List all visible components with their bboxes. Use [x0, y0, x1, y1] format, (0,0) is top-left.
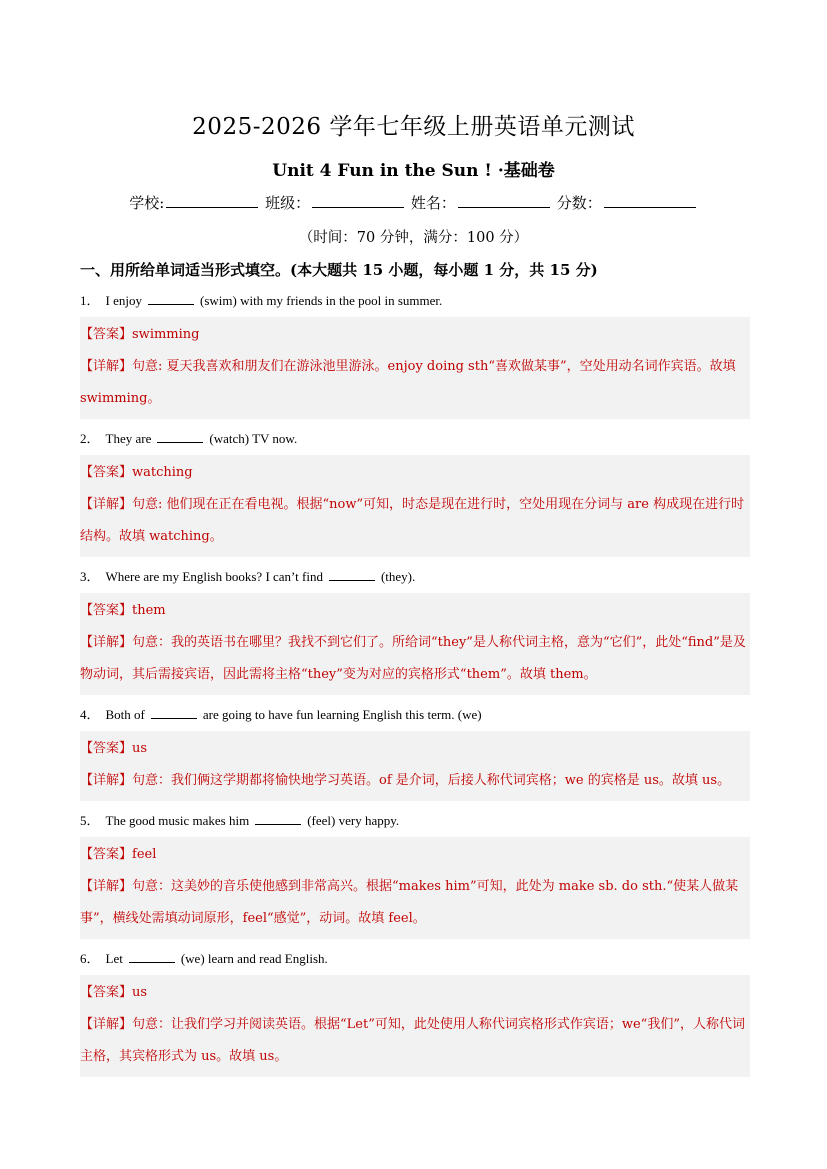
- answer-tag: 【答案】: [80, 741, 133, 756]
- answer-blank: [129, 949, 175, 963]
- question-number: 4．: [80, 707, 100, 722]
- question-text-after: (they).: [380, 569, 416, 584]
- name-label: 姓名：: [410, 194, 456, 212]
- answer-value: feel: [132, 847, 157, 862]
- answer-blank: [329, 567, 375, 581]
- answer-row: [80, 595, 750, 627]
- question-number: 3．: [80, 569, 100, 584]
- question-text-after: (watch) TV now.: [209, 431, 298, 446]
- school-label: 学校:: [129, 194, 165, 212]
- answer-row: [80, 457, 750, 489]
- answer-explanation-box: [80, 593, 750, 695]
- student-info-line: [0, 192, 827, 213]
- answer-value: watching: [132, 465, 193, 480]
- score-label: 分数：: [556, 194, 602, 212]
- answer-blank: [151, 705, 197, 719]
- question-number: 1．: [80, 293, 100, 308]
- answer-value: us: [132, 985, 148, 1000]
- class-blank: [312, 193, 404, 208]
- answer-tag: 【答案】: [80, 985, 133, 1000]
- question-text-after: are going to have fun learning English this term. (we): [202, 707, 482, 722]
- answer-value: them: [132, 603, 166, 618]
- question-line: [80, 811, 750, 831]
- explanation-row: [80, 765, 750, 797]
- question-number: 6．: [80, 951, 100, 966]
- school-blank: [166, 193, 258, 208]
- explanation-text: 句意：这美妙的音乐使他感到非常高兴。根据“makes him”可知，此处为 make sb. do sth.“使某人做某事”，横线处需填动词原形，feel“感觉”，动词。故填 feel。: [80, 879, 739, 926]
- answer-row: [80, 733, 750, 765]
- explanation-text: 句意：我们俩这学期都将愉快地学习英语。of 是介词，后接人称代词宾格；we 的宾格是 us。故填 us。: [132, 773, 731, 788]
- answer-explanation-box: [80, 317, 750, 419]
- question-text-before: The good music makes him: [105, 813, 250, 828]
- question-number: 5．: [80, 813, 100, 828]
- explanation-row: [80, 489, 750, 553]
- answer-row: [80, 839, 750, 871]
- question-line: [80, 429, 750, 449]
- explanation-row: [80, 627, 750, 691]
- answer-blank: [148, 291, 194, 305]
- answer-value: swimming: [132, 327, 200, 342]
- answer-explanation-box: [80, 731, 750, 801]
- question-list: [80, 291, 750, 1087]
- explanation-row: [80, 1009, 750, 1073]
- explanation-text: 句意：我的英语书在哪里？我找不到它们了。所给词“they”是人称代词主格，意为“它们”，此处“find”是及物动词，其后需接宾语，因此需将主格“they”变为对应的宾格形式“them”。故填 them。: [80, 635, 746, 682]
- answer-tag: 【答案】: [80, 847, 133, 862]
- answer-tag: 【答案】: [80, 603, 133, 618]
- explanation-tag: 【详解】: [80, 635, 133, 650]
- question-line: [80, 291, 750, 311]
- answer-tag: 【答案】: [80, 465, 133, 480]
- explanation-text: 句意: 他们现在正在看电视。根据“now”可知，时态是现在进行时，空处用现在分词与 are 构成现在进行时结构。故填 watching。: [80, 497, 745, 544]
- explanation-tag: 【详解】: [80, 359, 133, 374]
- class-label: 班级：: [265, 194, 311, 212]
- answer-blank: [255, 811, 301, 825]
- question-text-before: Both of: [105, 707, 145, 722]
- question-text-after: (we) learn and read English.: [180, 951, 328, 966]
- explanation-text: 句意：让我们学习并阅读英语。根据“Let”可知，此处使用人称代词宾格形式作宾语；we“我们”，人称代词主格，其宾格形式为 us。故填 us。: [80, 1017, 745, 1064]
- explanation-tag: 【详解】: [80, 497, 133, 512]
- explanation-tag: 【详解】: [80, 773, 133, 788]
- answer-explanation-box: [80, 837, 750, 939]
- question-text-after: (feel) very happy.: [307, 813, 400, 828]
- answer-row: [80, 977, 750, 1009]
- question-line: [80, 705, 750, 725]
- answer-explanation-box: [80, 455, 750, 557]
- explanation-row: [80, 351, 750, 415]
- explanation-text: 句意: 夏天我喜欢和朋友们在游泳池里游泳。enjoy doing sth“喜欢做某事”，空处用动名词作宾语。故填 swimming。: [80, 359, 736, 406]
- section-heading: 一、用所给单词适当形式填空。(本大题共 15 小题，每小题 1 分，共 15 分): [80, 261, 598, 279]
- answer-value: us: [132, 741, 148, 756]
- question-text-before: Where are my English books? I can’t find: [105, 569, 323, 584]
- explanation-row: [80, 871, 750, 935]
- question-line: [80, 567, 750, 587]
- time-note: （时间：70 分钟，满分：100 分）: [298, 230, 529, 246]
- question-line: [80, 949, 750, 969]
- question-text-after: (swim) with my friends in the pool in summer.: [199, 293, 443, 308]
- question-text-before: Let: [105, 951, 123, 966]
- question-text-before: I enjoy: [105, 293, 142, 308]
- name-blank: [458, 193, 550, 208]
- page-title: 2025-2026 学年七年级上册英语单元测试: [192, 114, 635, 140]
- answer-explanation-box: [80, 975, 750, 1077]
- explanation-tag: 【详解】: [80, 1017, 133, 1032]
- page-subtitle: Unit 4 Fun in the Sun ! ·基础卷: [272, 161, 555, 181]
- explanation-tag: 【详解】: [80, 879, 133, 894]
- question-number: 2．: [80, 431, 100, 446]
- score-blank: [604, 193, 696, 208]
- question-text-before: They are: [105, 431, 152, 446]
- answer-row: [80, 319, 750, 351]
- answer-tag: 【答案】: [80, 327, 133, 342]
- answer-blank: [157, 429, 203, 443]
